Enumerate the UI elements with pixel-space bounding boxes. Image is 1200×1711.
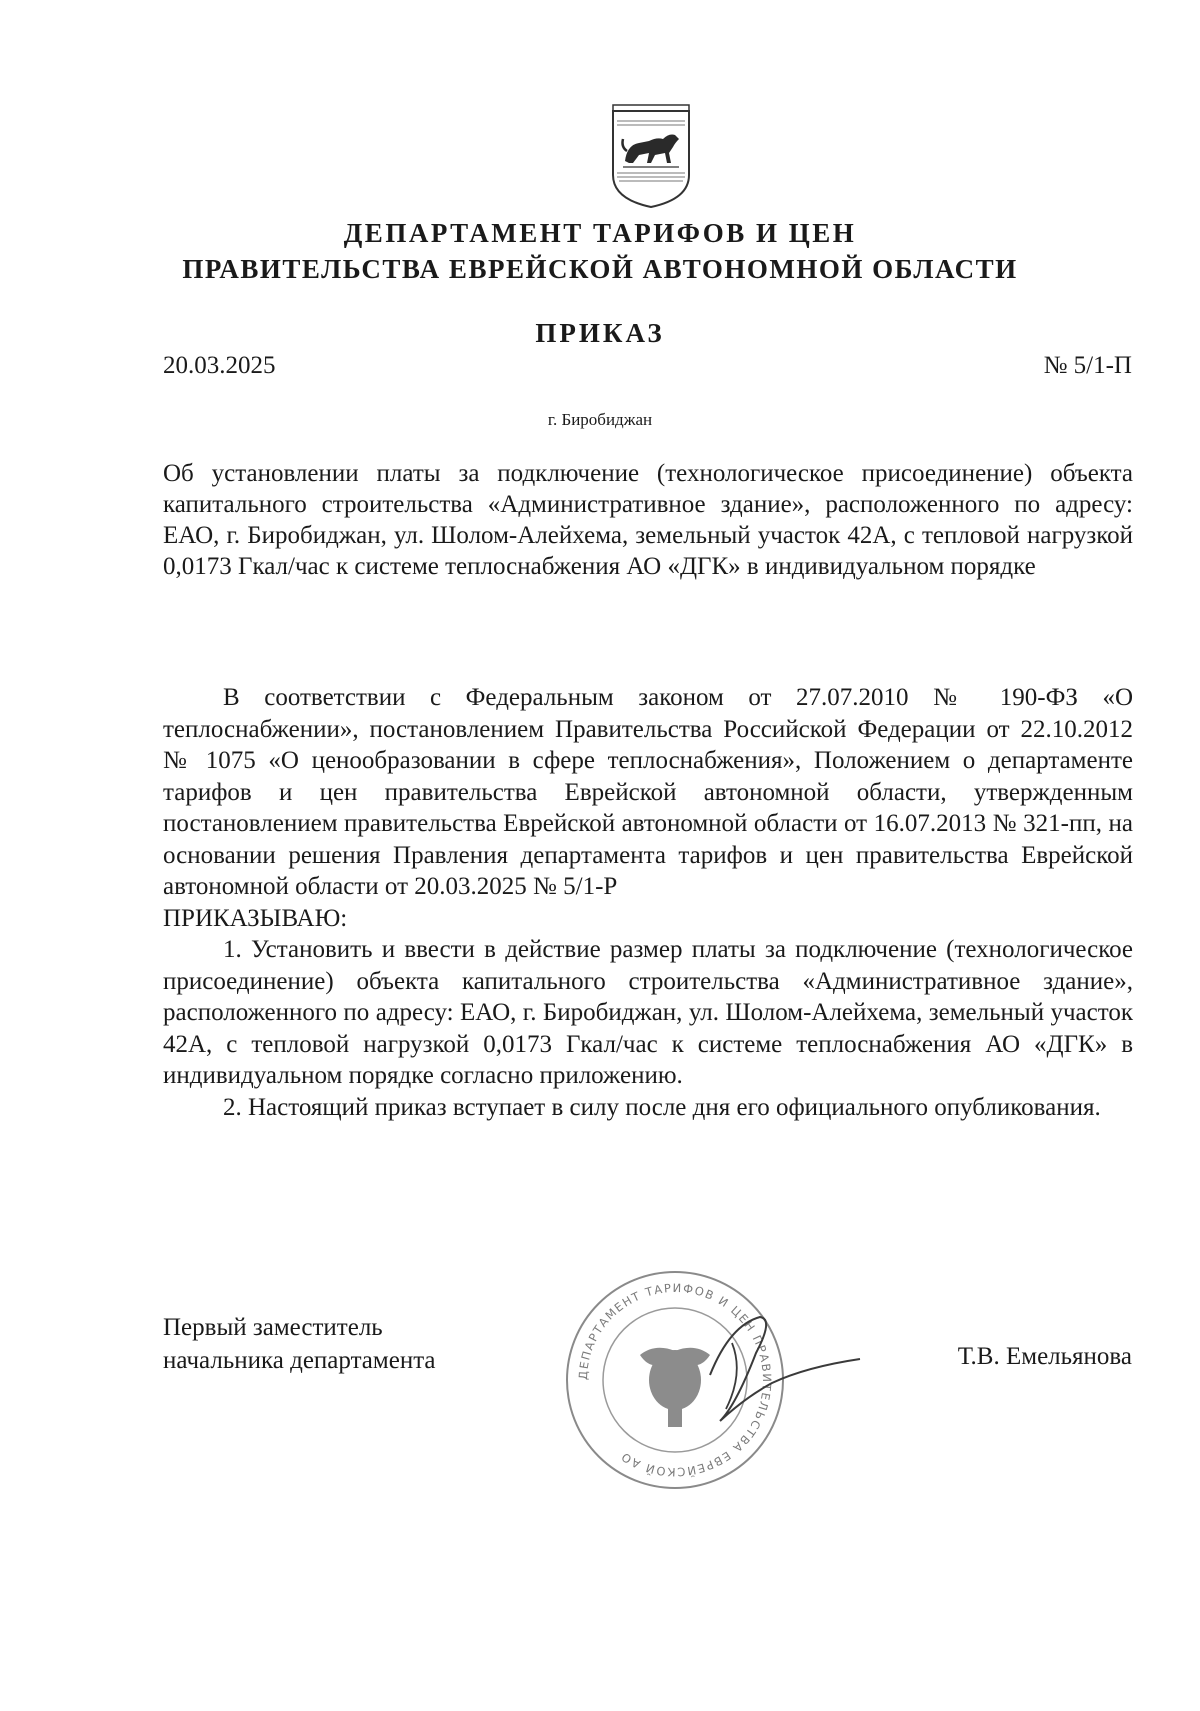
document-city: г. Биробиджан: [547, 410, 653, 429]
document-subject: Об установлении платы за подключение (технологическое присоединение) объекта капитального строительства «Административное здание», расположенного по адресу: ЕАО, г. Биробиджан, ул. Шолом-Алейхема, земельный участок 42А, с тепловой нагрузкой 0,0173 Гкал/час к системе теплоснабжения АО «ДГК» в индивидуальном порядке: [163, 460, 1133, 580]
order-item-1: 1. Установить и ввести в действие размер платы за подключение (технологическое присоединение) объекта капитального строительства «Административное здание», расположенного по адресу: ЕАО, г. Биробиджан, ул. Шолом-Алейхема, земельный участок 42А, с тепловой нагрузкой 0,0173 Гкал/час к системе теплоснабжения АО «ДГК» в индивидуальном порядке согласно приложению.: [163, 936, 1133, 1089]
official-stamp-with-signature: [560, 1255, 870, 1500]
department-name-line1: ДЕПАРТАМЕНТ ТАРИФОВ И ЦЕН: [343, 218, 857, 248]
signatory-position: [163, 1311, 436, 1377]
svg-text:ДЕПАРТАМЕНТ ТАРИФОВ И ЦЕН ПРАВ: ДЕПАРТАМЕНТ ТАРИФОВ И ЦЕН ПРАВИТЕЛЬСТВА ЕВРЕЙСКОЙ АО: [575, 1280, 775, 1480]
signatory-name: Т.В. Емельянова: [957, 1343, 1132, 1370]
coat-of-arms-emblem: [609, 103, 693, 211]
order-word: ПРИКАЗЫВАЮ:: [163, 904, 348, 932]
department-name-line2: ПРАВИТЕЛЬСТВА ЕВРЕЙСКОЙ АВТОНОМНОЙ ОБЛАСТИ: [182, 254, 1018, 284]
order-item-2: 2. Настоящий приказ вступает в силу после дня его официального опубликования.: [223, 1093, 1101, 1121]
document-type-title: ПРИКАЗ: [535, 318, 665, 348]
position-line-1: Первый заместитель: [163, 1314, 383, 1341]
document-date: 20.03.2025: [163, 352, 276, 379]
document-body: [163, 682, 1133, 1123]
position-line-2: начальника департамента: [163, 1347, 436, 1374]
document-number: № 5/1-П: [1043, 352, 1132, 379]
preamble-paragraph: В соответствии с Федеральным законом от 27.07.2010 № 190-ФЗ «О теплоснабжении», постановлением Правительства Российской Федерации от 22.10.2012 № 1075 «О ценообразовании в сфере теплоснабжения», Положением о департаменте тарифов и цен правительства Еврейской автономной области, утвержденным постановлением правительства Еврейской автономной области от 16.07.2013 № 321-пп, на основании решения Правления департамента тарифов и цен правительства Еврейской автономной области от 20.03.2025 № 5/1-Р: [163, 684, 1133, 900]
